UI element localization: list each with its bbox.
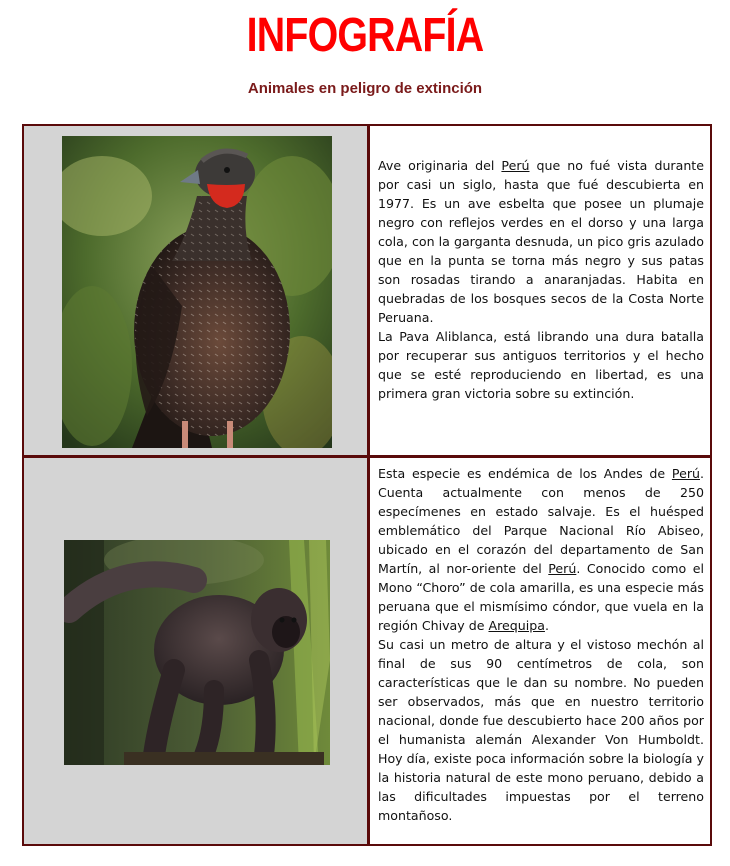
paragraph-text: Esta especie es endémica de los Andes de [378, 466, 672, 481]
monkey-photo [64, 540, 330, 765]
bird-description [378, 156, 704, 403]
description-paragraph [378, 327, 704, 403]
page-subtitle: Animales en peligro de extinción [247, 80, 483, 97]
paragraph-text: Su casi un metro de altura y el vistoso mechón al final de sus 90 centímetros de cola, son características que le dan su nombre. No pueden ser observados, más que en nuestro territorio nacional, donde fue descubierto hace 200 años por el humanista alemán Alexander Von Humboldt. Hoy día, existe poca información sobre la biología y la historia natural de este mono peruano, debido a las dificultades impuestas por el terreno montañoso. [378, 637, 704, 823]
monkey-image-cell [24, 458, 367, 844]
inline-link[interactable]: Perú [501, 158, 530, 173]
paragraph-text: La Pava Aliblanca, está librando una dura batalla por recuperar sus antiguos territorios y el hecho que se esté reproduciendo en libertad, es una primera gran victoria sobre su extinción. [378, 329, 704, 401]
monkey-description [378, 464, 704, 825]
infographic-table [22, 124, 712, 846]
page-title: INFOGRAFÍA [246, 9, 484, 62]
description-paragraph [378, 464, 704, 635]
paragraph-text: . [544, 618, 549, 633]
paragraph-text: . Conocido como el Mono “Choro” de cola amarilla, es una especie más peruana que el mismísimo cóndor, que vuela en la región Chivay de [378, 561, 704, 633]
inline-link[interactable]: Perú [671, 466, 700, 481]
inline-link[interactable]: Arequipa [488, 618, 545, 633]
bird-photo [62, 136, 332, 448]
paragraph-text: Ave originaria del [378, 158, 502, 173]
description-paragraph [378, 156, 704, 327]
paragraph-text: que no fué vista durante por casi un siglo, hasta que fué descubierta en 1977. Es un ave esbelta que posee un plumaje negro con reflejos verdes en el dorso y una larga cola, con la garganta desnuda, un pico gris azulado que en la punta se torna más negro y sus patas son rosadas tirando a anaranjadas. Habita en quebradas de los bosques secos de la Costa Norte Peruana. [378, 158, 704, 325]
bird-text-cell [370, 126, 710, 455]
inline-link[interactable]: Perú [548, 561, 577, 576]
monkey-text-cell [370, 458, 710, 844]
description-paragraph [378, 635, 704, 825]
bird-image-cell [24, 126, 367, 455]
paragraph-text: . Cuenta actualmente con menos de 250 especímenes en estado salvaje. Es el huésped emblemático del Parque Nacional Río Abiseo, ubicado en el corazón del departamento de San Martín, al nor-oriente del [378, 466, 704, 576]
